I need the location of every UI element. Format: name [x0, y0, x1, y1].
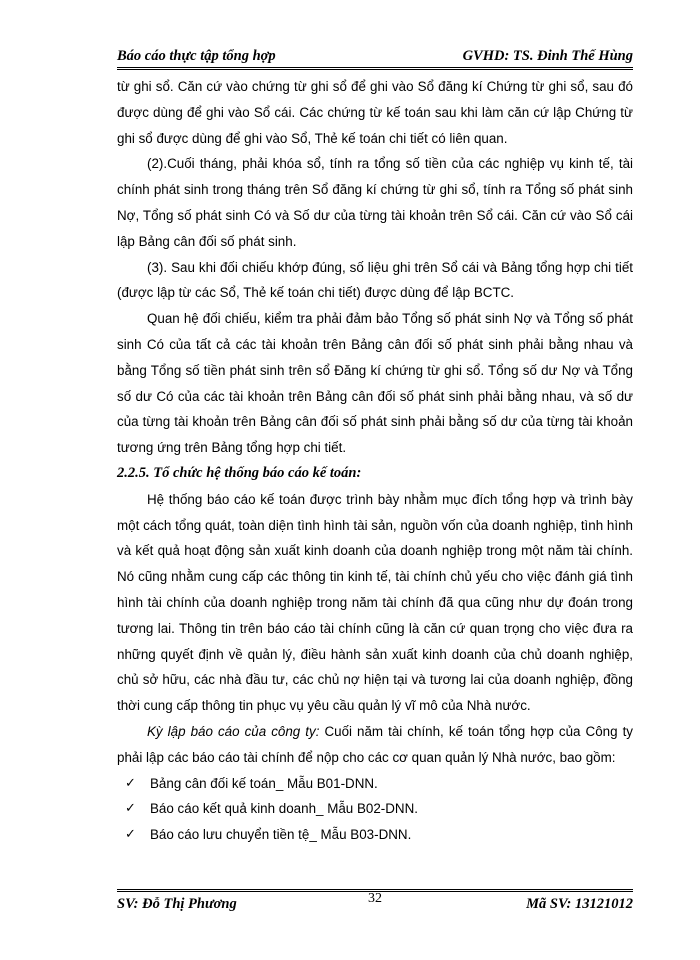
header-supervisor: GVHD: TS. Đinh Thế Hùng [462, 48, 633, 64]
list-item-text: Bảng cân đối kế toán_ Mẫu B01-DNN. [150, 775, 378, 791]
paragraph-continuation: từ ghi sổ. Căn cứ vào chứng từ ghi sổ để ghi vào Sổ đăng kí Chứng từ ghi sổ, sau đó được dùng để ghi vào Sổ cái. Các chứng từ kế toán sau khi làm căn cứ lập Chứng từ ghi sổ được dùng để ghi vào Sổ, Thẻ kế toán chi tiết có liên quan. [117, 79, 633, 146]
report-list [117, 771, 633, 848]
page-header [117, 46, 633, 68]
paragraph-reconciliation: Quan hệ đối chiếu, kiểm tra phải đảm bảo Tổng số phát sinh Nợ và Tổng số phát sinh Có của tất cả các tài khoản trên Bảng cân đối số phát sinh phải bằng nhau và bằng Tổng số tiền phát sinh trên sổ Đăng kí chứng từ ghi sổ. Tổng số dư Nợ và Tổng số dư Có của các tài khoản trên Bảng cân đối số phát sinh phải bằng nhau, và số dư của từng tài khoản trên Bảng cân đối số phát sinh phải bằng số dư của từng tài khoản tương ứng trên Bảng tổng hợp chi tiết. [117, 311, 633, 456]
check-icon: ✓ [125, 775, 136, 791]
paragraph-step-3: (3). Sau khi đối chiếu khớp đúng, số liệu ghi trên Sổ cái và Bảng tổng hợp chi tiết (được lập từ các Sổ, Thẻ kế toán chi tiết) được dùng để lập BCTC. [117, 259, 633, 301]
paragraph-step-2: (2).Cuối tháng, phải khóa sổ, tính ra tổng số tiền của các nghiệp vụ kinh tế, tài chính phát sinh trong tháng trên Sổ đăng kí chứng từ ghi sổ, tính ra Tổng số phát sinh Nợ, Tổng số phát sinh Có và Số dư của từng tài khoản trên Sổ cái. Căn cứ vào Sổ cái lập Bảng cân đối số phát sinh. [117, 156, 633, 249]
list-item [125, 822, 633, 848]
paragraph-reporting-system: Hệ thống báo cáo kế toán được trình bày nhằm mục đích tổng hợp và trình bày một cách tổng quát, toàn diện tình hình tài sản, nguồn vốn của doanh nghiệp, tình hình và kết quả hoạt động sản xuất kinh doanh của doanh nghiệp trong một năm tài chính. Nó cũng nhằm cung cấp các thông tin kinh tế, tài chính chủ yếu cho việc đánh giá tình hình tài chính của doanh nghiệp trong năm tài chính đã qua cũng như dự đoán trong tương lai. Thông tin trên báo cáo tài chính cũng là căn cứ quan trọng cho việc đưa ra những quyết định về quản lý, điều hành sản xuất kinh doanh của chủ doanh nghiệp, chủ sở hữu, các nhà đầu tư, các chủ nợ hiện tại và tương lai của doanh nghiệp, đồng thời cung cấp thông tin phục vụ yêu cầu quản lý vĩ mô của Nhà nước. [117, 491, 633, 714]
paragraph-reporting-period [117, 719, 633, 771]
page-footer [117, 891, 633, 917]
header-report-title: Báo cáo thực tập tổng hợp [117, 48, 276, 64]
list-item [125, 796, 633, 822]
list-item-text: Báo cáo kết quả kinh doanh_ Mẫu B02-DNN. [150, 801, 418, 817]
section-heading: 2.2.5. Tổ chức hệ thống báo cáo kế toán: [117, 464, 362, 481]
check-icon: ✓ [125, 827, 136, 843]
footer-student-id: Mã SV: 13121012 [526, 896, 633, 912]
page-number: 32 [368, 891, 382, 906]
footer-student-name: SV: Đỗ Thị Phương [117, 896, 237, 912]
reporting-period-label: Kỳ lập báo cáo của công ty: [147, 723, 320, 739]
list-item [125, 771, 633, 797]
check-icon: ✓ [125, 801, 136, 817]
list-item-text: Báo cáo lưu chuyển tiền tệ_ Mẫu B03-DNN. [150, 827, 412, 843]
reporting-period-text: Cuối năm tài chính, kế toán tổng hợp của Công ty phải lập các báo cáo tài chính để nộp cho các cơ quan quản lý Nhà nước, bao gồm: [117, 723, 634, 765]
page-body [117, 74, 633, 848]
header-rule [117, 67, 633, 70]
